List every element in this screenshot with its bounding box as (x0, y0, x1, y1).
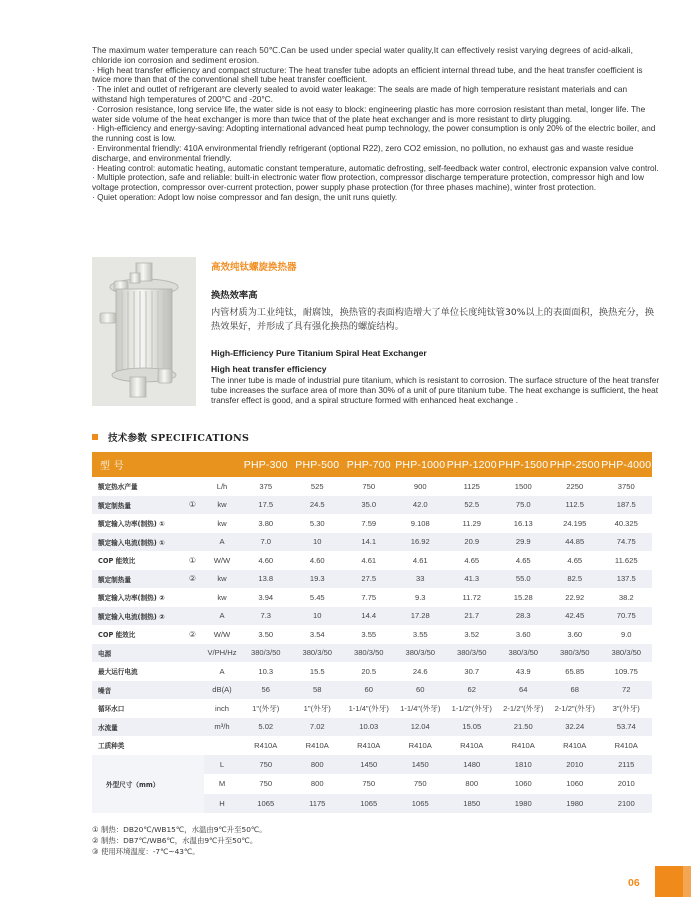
table-cell: 22.92 (549, 588, 601, 607)
table-cell: 1060 (498, 774, 550, 794)
table-cell: 42.45 (549, 607, 601, 626)
table-row (92, 644, 652, 663)
table-cell: 3.60 (498, 625, 550, 644)
table-cell: 11.29 (446, 514, 498, 533)
table-cell: 13.8 (240, 570, 292, 589)
row-note (176, 644, 204, 663)
table-cell: 1"(外牙) (292, 699, 344, 718)
table-cell: 2010 (549, 755, 601, 775)
specifications-table (92, 452, 652, 814)
table-cell: 43.9 (498, 662, 550, 681)
table-cell: 2250 (549, 477, 601, 496)
table-cell: 750 (343, 774, 395, 794)
row-label: COP 能效比 (92, 551, 176, 570)
table-cell: 187.5 (601, 496, 653, 515)
table-cell: R410A (395, 736, 447, 755)
model-label: 型 号 (92, 452, 240, 477)
table-cell: R410A (240, 736, 292, 755)
table-cell: 4.60 (292, 551, 344, 570)
model-column-header: PHP-2500 (549, 452, 601, 477)
table-cell: 380/3/50 (343, 644, 395, 663)
table-cell: 380/3/50 (601, 644, 653, 663)
table-row (92, 662, 652, 681)
table-cell: 800 (292, 755, 344, 775)
page-corner-bar (655, 866, 691, 897)
table-cell: 5.30 (292, 514, 344, 533)
table-cell: 1-1/4"(外牙) (343, 699, 395, 718)
table-cell: 3.80 (240, 514, 292, 533)
table-cell: 137.5 (601, 570, 653, 589)
table-cell: 60 (395, 681, 447, 700)
table-cell: 64 (498, 681, 550, 700)
row-label: 额定输入功率(制热) ① (92, 514, 176, 533)
table-header-row (92, 452, 652, 477)
table-cell: 44.85 (549, 533, 601, 552)
table-row (92, 551, 652, 570)
row-note: ② (176, 570, 204, 589)
footnote: ③ 使用环境温度：-7℃~43℃。 (92, 847, 200, 856)
table-cell: 68 (549, 681, 601, 700)
row-label: COP 能效比 (92, 625, 176, 644)
table-body (92, 477, 652, 813)
table-cell: 19.3 (292, 570, 344, 589)
row-label: 工质种类 (92, 736, 176, 755)
table-cell: 35.0 (343, 496, 395, 515)
table-cell: 4.61 (343, 551, 395, 570)
dimension-axis: M (204, 774, 240, 794)
table-cell: 7.75 (343, 588, 395, 607)
table-row (92, 718, 652, 737)
table-cell: 72 (601, 681, 653, 700)
row-label: 噪音 (92, 681, 176, 700)
table-cell: 11.625 (601, 551, 653, 570)
row-unit: W/W (204, 625, 240, 644)
intro-bullet: · Corrosion resistance, long service life, the water side is not easy to block: engineering plastic has more corrosion resistant than metal, longer life. The water side volume of the heat exchanger is more than twice that of the plate heat exchanger and is more resistant to dirty plugging. (92, 103, 646, 124)
table-cell: 380/3/50 (240, 644, 292, 663)
row-note (176, 588, 204, 607)
row-note: ② (176, 625, 204, 644)
table-cell: 7.02 (292, 718, 344, 737)
row-label: 额定输入功率(制热) ② (92, 588, 176, 607)
model-column-header: PHP-4000 (601, 452, 653, 477)
table-cell: 4.65 (498, 551, 550, 570)
table-cell: 800 (292, 774, 344, 794)
row-label: 电源 (92, 644, 176, 663)
table-cell: 56 (240, 681, 292, 700)
table-cell: 60 (343, 681, 395, 700)
table-cell: 2010 (601, 774, 653, 794)
table-cell: R410A (549, 736, 601, 755)
row-unit: kw (204, 496, 240, 515)
table-cell: 3.60 (549, 625, 601, 644)
table-cell: 41.3 (446, 570, 498, 589)
table-cell: 4.65 (549, 551, 601, 570)
model-column-header: PHP-1000 (395, 452, 447, 477)
row-unit: L/h (204, 477, 240, 496)
table-cell: 10 (292, 607, 344, 626)
intro-section (92, 46, 662, 203)
table-cell: 33 (395, 570, 447, 589)
row-label: 水流量 (92, 718, 176, 737)
table-cell: 2115 (601, 755, 653, 775)
table-row (92, 533, 652, 552)
table-cell: 380/3/50 (395, 644, 447, 663)
table-cell: R410A (343, 736, 395, 755)
table-cell: 2100 (601, 794, 653, 814)
table-cell: 1175 (292, 794, 344, 814)
table-cell: 2-1/2"(外牙) (549, 699, 601, 718)
row-label: 最大运行电流 (92, 662, 176, 681)
table-cell: 750 (240, 755, 292, 775)
table-cell: 29.9 (498, 533, 550, 552)
table-cell: 3.55 (395, 625, 447, 644)
table-cell: 1810 (498, 755, 550, 775)
row-label: 额定输入电流(制热) ① (92, 533, 176, 552)
product-body-en: The inner tube is made of industrial pure titanium, which is resistant to corrosion. The surface structure of the heat transfer tube increases the surface area of more than 30% of a unit of pure titanium tube. The heat exchange is sufficient, the heat transfer effect is good, and a spiral structure formed with enhanced heat exchange . (211, 375, 660, 405)
dimension-row (92, 755, 652, 775)
specifications-heading (92, 430, 249, 444)
table-cell: 2-1/2"(外牙) (498, 699, 550, 718)
product-description (211, 259, 661, 405)
product-subtitle-en: High heat transfer efficiency (211, 364, 327, 374)
table-cell: 10.03 (343, 718, 395, 737)
table-cell: 21.50 (498, 718, 550, 737)
intro-bullet: · Environmental friendly: 410A environmental friendly refrigerant (optional R22), zero CO2 emission, no pollution, no exhaust gas and waste residue discharge, and environmental friendly. (92, 142, 634, 163)
table-cell: 82.5 (549, 570, 601, 589)
table-cell: 750 (343, 477, 395, 496)
table-cell: 52.5 (446, 496, 498, 515)
table-cell: 750 (395, 774, 447, 794)
table-cell: 5.02 (240, 718, 292, 737)
table-row (92, 607, 652, 626)
table-cell: 7.3 (240, 607, 292, 626)
model-column-header: PHP-700 (343, 452, 395, 477)
table-cell: 20.9 (446, 533, 498, 552)
table-cell: 1980 (549, 794, 601, 814)
table-cell: 9.108 (395, 514, 447, 533)
table-cell: 7.59 (343, 514, 395, 533)
table-cell: 14.4 (343, 607, 395, 626)
row-unit: A (204, 607, 240, 626)
dimension-label: 外型尺寸（mm） (92, 755, 204, 814)
table-cell: 525 (292, 477, 344, 496)
table-cell: 14.1 (343, 533, 395, 552)
table-cell: 28.3 (498, 607, 550, 626)
table-cell: 40.325 (601, 514, 653, 533)
table-cell: 1"(外牙) (240, 699, 292, 718)
row-unit: A (204, 533, 240, 552)
row-unit: kw (204, 570, 240, 589)
row-note (176, 736, 204, 755)
table-cell: 4.61 (395, 551, 447, 570)
table-cell: 3750 (601, 477, 653, 496)
table-row (92, 588, 652, 607)
page-number: 06 (628, 877, 640, 889)
dimension-axis: H (204, 794, 240, 814)
row-unit: W/W (204, 551, 240, 570)
table-cell: 70.75 (601, 607, 653, 626)
table-cell: 750 (240, 774, 292, 794)
table-cell: 17.5 (240, 496, 292, 515)
table-cell: 75.0 (498, 496, 550, 515)
table-cell: 1-1/2"(外牙) (446, 699, 498, 718)
table-cell: 24.5 (292, 496, 344, 515)
row-note (176, 477, 204, 496)
table-row (92, 736, 652, 755)
table-cell: 112.5 (549, 496, 601, 515)
model-column-header: PHP-500 (292, 452, 344, 477)
table-row (92, 570, 652, 589)
table-cell: 58 (292, 681, 344, 700)
table-cell: 380/3/50 (498, 644, 550, 663)
table-cell: 30.7 (446, 662, 498, 681)
table-row (92, 514, 652, 533)
table-cell: 65.85 (549, 662, 601, 681)
table-cell: 10.3 (240, 662, 292, 681)
intro-bullet: · Quiet operation: Adopt low noise compressor and fan design, the unit runs quietly. (92, 191, 398, 202)
row-note (176, 514, 204, 533)
table-cell: 12.04 (395, 718, 447, 737)
table-cell: 109.75 (601, 662, 653, 681)
table-cell: 9.0 (601, 625, 653, 644)
row-unit (204, 736, 240, 755)
table-cell: 380/3/50 (292, 644, 344, 663)
table-cell: 15.05 (446, 718, 498, 737)
table-cell: 53.74 (601, 718, 653, 737)
table-cell: 11.72 (446, 588, 498, 607)
table-cell: 380/3/50 (549, 644, 601, 663)
specifications-title: 技术参数 SPECIFICATIONS (108, 433, 250, 444)
product-body-cn: 内管材质为工业纯钛，耐腐蚀，换热管的表面构造增大了单位长度纯钛管30%以上的表面面积，换热充分，换热效果好，并形成了具有强化换热的螺旋结构。 (211, 307, 655, 332)
intro-bullet: · High heat transfer efficiency and compact structure: The heat transfer tube adopts an efficient internal thread tube, and the heat transfer coefficient is twice more than that of the conventional shell tube heat transfer coefficient. (92, 64, 643, 85)
table-cell: 1125 (446, 477, 498, 496)
table-row (92, 625, 652, 644)
table-cell: 3"(外牙) (601, 699, 653, 718)
row-note (176, 662, 204, 681)
table-cell: 1065 (343, 794, 395, 814)
table-cell: 3.94 (240, 588, 292, 607)
row-note (176, 607, 204, 626)
row-label: 额定热水产量 (92, 477, 176, 496)
product-title-cn: 高效纯钛螺旋换热器 (211, 262, 297, 273)
table-cell: 24.195 (549, 514, 601, 533)
intro-bullet: · The inlet and outlet of refrigerant are cleverly sealed to avoid water leakage: The seals are made of high temperature resistant materials and can withstand high temperatures of 200°C and -20°C. (92, 84, 628, 104)
table-cell: 74.75 (601, 533, 653, 552)
table-cell: 1480 (446, 755, 498, 775)
table-cell: R410A (601, 736, 653, 755)
table-cell: 32.24 (549, 718, 601, 737)
row-note: ① (176, 551, 204, 570)
intro-bullet: · Heating control: automatic heating, automatic constant temperature, automatic defrosting, self-feedback water control, electronic expansion valve control. (92, 162, 659, 173)
table-cell: 380/3/50 (446, 644, 498, 663)
table-cell: 27.5 (343, 570, 395, 589)
table-cell: 3.50 (240, 625, 292, 644)
row-note: ① (176, 496, 204, 515)
table-cell: 4.65 (446, 551, 498, 570)
table-row (92, 496, 652, 515)
row-unit: A (204, 662, 240, 681)
row-label: 额定制热量 (92, 570, 176, 589)
row-label: 额定输入电流(制热) ② (92, 607, 176, 626)
table-cell: 20.5 (343, 662, 395, 681)
row-label: 额定制热量 (92, 496, 176, 515)
table-cell: 42.0 (395, 496, 447, 515)
heat-exchanger-photo (92, 257, 196, 406)
table-cell: R410A (446, 736, 498, 755)
table-cell: 16.13 (498, 514, 550, 533)
table-cell: 1065 (395, 794, 447, 814)
table-cell: 38.2 (601, 588, 653, 607)
table-row (92, 681, 652, 700)
table-cell: 3.55 (343, 625, 395, 644)
footnotes (92, 824, 267, 857)
intro-bullet: · High-efficiency and energy-saving: Adopting international advanced heat pump technology, the power consumption is only 20% of the electric boiler, and the running cost is low. (92, 123, 656, 144)
table-row (92, 477, 652, 496)
model-column-header: PHP-1200 (446, 452, 498, 477)
table-cell: 1450 (343, 755, 395, 775)
row-unit: V/PH/Hz (204, 644, 240, 663)
table-cell: 7.0 (240, 533, 292, 552)
table-cell: 62 (446, 681, 498, 700)
corner-stripe (683, 866, 691, 897)
table-cell: 1850 (446, 794, 498, 814)
table-cell: 3.54 (292, 625, 344, 644)
table-cell: 55.0 (498, 570, 550, 589)
table-cell: R410A (498, 736, 550, 755)
table-cell: 375 (240, 477, 292, 496)
table-cell: 1060 (549, 774, 601, 794)
table-cell: 1500 (498, 477, 550, 496)
table-cell: 16.92 (395, 533, 447, 552)
row-unit: kw (204, 514, 240, 533)
dimension-axis: L (204, 755, 240, 775)
table-cell: 24.6 (395, 662, 447, 681)
table-cell: 17.28 (395, 607, 447, 626)
intro-lead: The maximum water temperature can reach 50℃.Can be used under special water quality,It can effectively resist varying degrees of acid-alkali, chloride ion corrosion and sediment erosion. (92, 45, 633, 65)
model-column-header: PHP-300 (240, 452, 292, 477)
row-note (176, 699, 204, 718)
row-unit: m³/h (204, 718, 240, 737)
footnote: ① 制热：DB20℃/WB15℃，水温由9℃升至50℃。 (92, 825, 267, 834)
footnote: ② 制热：DB7℃/WB6℃，水温由9℃升至50℃。 (92, 836, 258, 845)
table-cell: 10 (292, 533, 344, 552)
table-cell: R410A (292, 736, 344, 755)
table-cell: 15.28 (498, 588, 550, 607)
row-note (176, 681, 204, 700)
row-note (176, 718, 204, 737)
table-cell: 1-1/4"(外牙) (395, 699, 447, 718)
table-cell: 5.45 (292, 588, 344, 607)
table-cell: 800 (446, 774, 498, 794)
row-label: 循环水口 (92, 699, 176, 718)
table-row (92, 699, 652, 718)
intro-bullet: · Multiple protection, safe and reliable: built-in electronic water flow protection, compressor discharge temperature protection, compressor high and low voltage protection, compressor over-current protection, power supply phase protection (for three phases machine), winter frost protection. (92, 172, 645, 193)
table-cell: 15.5 (292, 662, 344, 681)
table-cell: 4.60 (240, 551, 292, 570)
row-unit: dB(A) (204, 681, 240, 700)
table-cell: 21.7 (446, 607, 498, 626)
table-cell: 1065 (240, 794, 292, 814)
heading-square-icon (92, 434, 98, 440)
row-unit: kw (204, 588, 240, 607)
row-unit: inch (204, 699, 240, 718)
table-cell: 3.52 (446, 625, 498, 644)
table-cell: 9.3 (395, 588, 447, 607)
row-note (176, 533, 204, 552)
table-cell: 900 (395, 477, 447, 496)
table-cell: 1450 (395, 755, 447, 775)
model-column-header: PHP-1500 (498, 452, 550, 477)
table-cell: 1980 (498, 794, 550, 814)
product-title-en: High-Efficiency Pure Titanium Spiral Heat Exchanger (211, 348, 427, 358)
product-subtitle-cn: 换热效率高 (211, 290, 258, 301)
